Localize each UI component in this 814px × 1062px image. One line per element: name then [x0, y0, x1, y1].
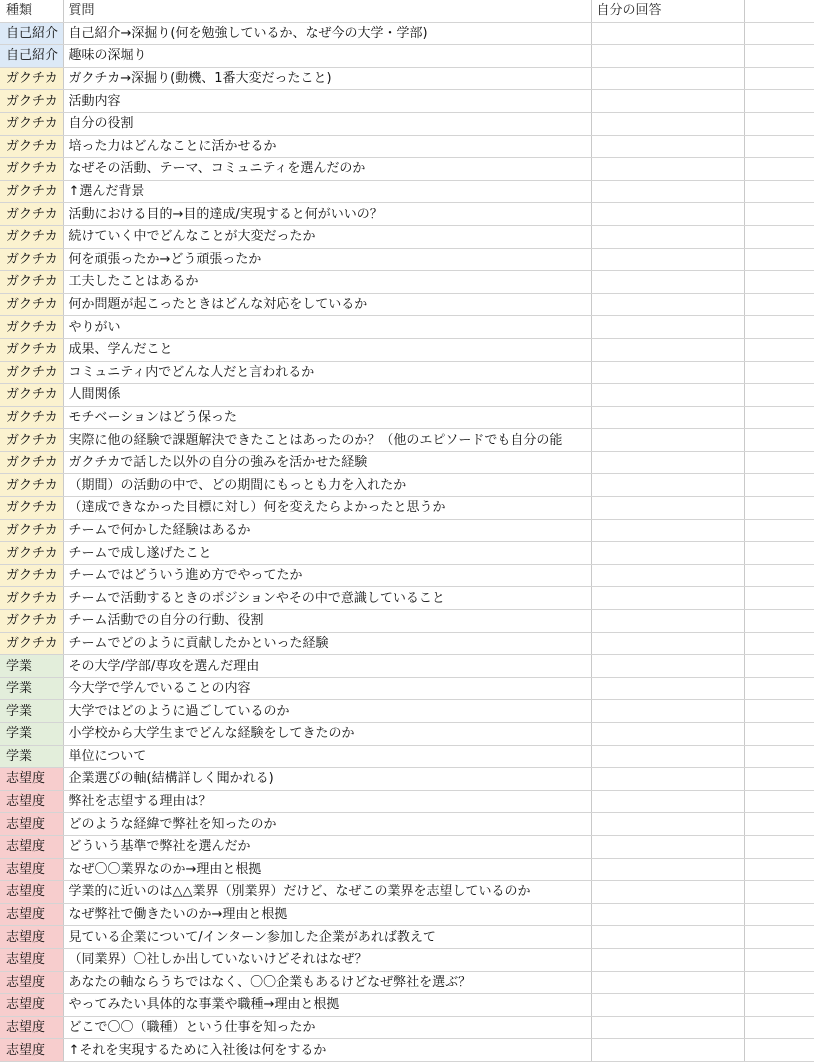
answer-cell[interactable]: [591, 271, 744, 294]
answer-cell[interactable]: [591, 406, 744, 429]
empty-cell[interactable]: [744, 564, 814, 587]
table-row: [0, 271, 814, 294]
empty-cell[interactable]: [744, 384, 814, 407]
table-row: [0, 587, 814, 610]
answer-cell[interactable]: [591, 813, 744, 836]
type-cell[interactable]: ガクチカ: [0, 293, 63, 316]
answer-cell[interactable]: [591, 45, 744, 68]
type-cell[interactable]: 志望度: [0, 768, 63, 791]
table-row: [0, 1016, 814, 1039]
answer-cell[interactable]: [591, 429, 744, 452]
type-cell[interactable]: 志望度: [0, 971, 63, 994]
table-row: [0, 112, 814, 135]
answer-cell[interactable]: [591, 1016, 744, 1039]
table-row: [0, 542, 814, 565]
question-cell[interactable]: 活動における目的→目的達成/実現すると何がいいの？: [63, 203, 591, 226]
table-row: [0, 926, 814, 949]
type-cell[interactable]: ガクチカ: [0, 451, 63, 474]
question-cell[interactable]: やってみたい具体的な事業や職種→理由と根拠: [63, 994, 591, 1017]
type-cell[interactable]: 志望度: [0, 1039, 63, 1062]
question-cell[interactable]: 企業選びの軸(結構詳しく聞かれる): [63, 768, 591, 791]
type-cell[interactable]: 学業: [0, 655, 63, 678]
type-cell[interactable]: ガクチカ: [0, 384, 63, 407]
type-cell[interactable]: ガクチカ: [0, 632, 63, 655]
table-row: [0, 67, 814, 90]
answer-cell[interactable]: [591, 610, 744, 633]
answer-cell[interactable]: [591, 587, 744, 610]
type-cell[interactable]: 学業: [0, 677, 63, 700]
table-row: [0, 677, 814, 700]
table-row: [0, 790, 814, 813]
empty-cell[interactable]: [744, 497, 814, 520]
type-cell[interactable]: 学業: [0, 745, 63, 768]
empty-cell[interactable]: [744, 610, 814, 633]
question-cell[interactable]: 何を頑張ったか→どう頑張ったか: [63, 248, 591, 271]
answer-cell[interactable]: [591, 881, 744, 904]
empty-cell[interactable]: [744, 519, 814, 542]
answer-cell[interactable]: [591, 1039, 744, 1062]
question-cell[interactable]: どういう基準で弊社を選んだか: [63, 835, 591, 858]
type-cell[interactable]: 学業: [0, 723, 63, 746]
empty-cell[interactable]: [744, 881, 814, 904]
table-row: [0, 135, 814, 158]
empty-cell[interactable]: [744, 22, 814, 45]
type-cell[interactable]: ガクチカ: [0, 158, 63, 181]
question-cell[interactable]: （達成できなかった目標に対し）何を変えたらよかったと思うか: [63, 497, 591, 520]
answer-cell[interactable]: [591, 519, 744, 542]
answer-cell[interactable]: [591, 745, 744, 768]
type-cell[interactable]: ガクチカ: [0, 361, 63, 384]
answer-cell[interactable]: [591, 293, 744, 316]
question-cell[interactable]: あなたの軸ならうちではなく、〇〇企業もあるけどなぜ弊社を選ぶ？: [63, 971, 591, 994]
empty-cell[interactable]: [744, 429, 814, 452]
table-row: [0, 903, 814, 926]
answer-cell[interactable]: [591, 203, 744, 226]
question-cell[interactable]: 活動内容: [63, 90, 591, 113]
question-cell[interactable]: 趣味の深堀り: [63, 45, 591, 68]
empty-cell[interactable]: [744, 700, 814, 723]
header-type[interactable]: 種類: [0, 0, 63, 22]
empty-cell[interactable]: [744, 790, 814, 813]
table-row: [0, 768, 814, 791]
empty-cell[interactable]: [744, 813, 814, 836]
table-row: [0, 994, 814, 1017]
empty-cell[interactable]: [744, 361, 814, 384]
table-row: [0, 971, 814, 994]
table-row: [0, 361, 814, 384]
table-row: [0, 248, 814, 271]
empty-cell[interactable]: [744, 994, 814, 1017]
empty-cell[interactable]: [744, 225, 814, 248]
question-cell[interactable]: チームで成し遂げたこと: [63, 542, 591, 565]
empty-cell[interactable]: [744, 903, 814, 926]
question-cell[interactable]: 人間関係: [63, 384, 591, 407]
table-row: [0, 406, 814, 429]
question-cell[interactable]: ↑それを実現するために入社後は何をするか: [63, 1039, 591, 1062]
table-row: [0, 474, 814, 497]
answer-cell[interactable]: [591, 700, 744, 723]
table-row: [0, 384, 814, 407]
answer-cell[interactable]: [591, 316, 744, 339]
table-row: [0, 1039, 814, 1062]
type-cell[interactable]: ガクチカ: [0, 225, 63, 248]
answer-cell[interactable]: [591, 971, 744, 994]
answer-cell[interactable]: [591, 180, 744, 203]
type-cell[interactable]: 志望度: [0, 1016, 63, 1039]
table-row: [0, 90, 814, 113]
table-row: [0, 858, 814, 881]
question-cell[interactable]: どこで〇〇（職種）という仕事を知ったか: [63, 1016, 591, 1039]
table-row: [0, 293, 814, 316]
table-row: [0, 519, 814, 542]
type-cell[interactable]: ガクチカ: [0, 271, 63, 294]
question-cell[interactable]: チームではどういう進め方でやってたか: [63, 564, 591, 587]
table-row: [0, 316, 814, 339]
type-cell[interactable]: 志望度: [0, 881, 63, 904]
type-cell[interactable]: 学業: [0, 700, 63, 723]
empty-cell[interactable]: [744, 67, 814, 90]
empty-cell[interactable]: [744, 768, 814, 791]
answer-cell[interactable]: [591, 632, 744, 655]
question-cell[interactable]: 学業的に近いのは△△業界（別業界）だけど、なぜこの業界を志望しているのか: [63, 881, 591, 904]
type-cell[interactable]: 志望度: [0, 994, 63, 1017]
answer-cell[interactable]: [591, 903, 744, 926]
empty-cell[interactable]: [744, 180, 814, 203]
answer-cell[interactable]: [591, 22, 744, 45]
type-cell[interactable]: 志望度: [0, 835, 63, 858]
type-cell[interactable]: ガクチカ: [0, 67, 63, 90]
question-cell[interactable]: チームで活動するときのポジションやその中で意識していること: [63, 587, 591, 610]
question-cell[interactable]: 見ている企業について/インターン参加した企業があれば教えて: [63, 926, 591, 949]
table-row: [0, 203, 814, 226]
answer-cell[interactable]: [591, 768, 744, 791]
table-row: [0, 497, 814, 520]
empty-cell[interactable]: [744, 406, 814, 429]
table-row: [0, 881, 814, 904]
type-cell[interactable]: ガクチカ: [0, 610, 63, 633]
question-cell[interactable]: 小学校から大学生までどんな経験をしてきたのか: [63, 723, 591, 746]
question-cell[interactable]: 単位について: [63, 745, 591, 768]
header-question[interactable]: 質問: [63, 0, 591, 22]
type-cell[interactable]: ガクチカ: [0, 90, 63, 113]
question-cell[interactable]: 培った力はどんなことに活かせるか: [63, 135, 591, 158]
question-cell[interactable]: チームでどのように貢献したかといった経験: [63, 632, 591, 655]
question-cell[interactable]: ガクチカで話した以外の自分の強みを活かせた経験: [63, 451, 591, 474]
table-row: [0, 180, 814, 203]
empty-cell[interactable]: [744, 926, 814, 949]
empty-cell[interactable]: [744, 248, 814, 271]
type-cell[interactable]: 志望度: [0, 948, 63, 971]
answer-cell[interactable]: [591, 542, 744, 565]
empty-cell[interactable]: [744, 45, 814, 68]
table-row: [0, 655, 814, 678]
answer-cell[interactable]: [591, 474, 744, 497]
answer-cell[interactable]: [591, 225, 744, 248]
answer-cell[interactable]: [591, 655, 744, 678]
table-row: [0, 745, 814, 768]
type-cell[interactable]: ガクチカ: [0, 180, 63, 203]
table-row: [0, 948, 814, 971]
type-cell[interactable]: ガクチカ: [0, 338, 63, 361]
empty-cell[interactable]: [744, 542, 814, 565]
question-cell[interactable]: 自己紹介→深掘り(何を勉強しているか、なぜ今の大学・学部): [63, 22, 591, 45]
answer-cell[interactable]: [591, 948, 744, 971]
answer-cell[interactable]: [591, 384, 744, 407]
type-cell[interactable]: ガクチカ: [0, 587, 63, 610]
answer-cell[interactable]: [591, 677, 744, 700]
question-cell[interactable]: 何か問題が起こったときはどんな対応をしているか: [63, 293, 591, 316]
empty-cell[interactable]: [744, 90, 814, 113]
question-cell[interactable]: （期間）の活動の中で、どの期間にもっとも力を入れたか: [63, 474, 591, 497]
question-cell[interactable]: 成果、学んだこと: [63, 338, 591, 361]
type-cell[interactable]: 志望度: [0, 790, 63, 813]
type-cell[interactable]: 志望度: [0, 858, 63, 881]
answer-cell[interactable]: [591, 451, 744, 474]
answer-cell[interactable]: [591, 858, 744, 881]
empty-cell[interactable]: [744, 655, 814, 678]
empty-cell[interactable]: [744, 948, 814, 971]
table-row: [0, 700, 814, 723]
question-cell[interactable]: やりがい: [63, 316, 591, 339]
empty-cell[interactable]: [744, 316, 814, 339]
type-cell[interactable]: ガクチカ: [0, 542, 63, 565]
empty-cell[interactable]: [744, 158, 814, 181]
type-cell[interactable]: ガクチカ: [0, 564, 63, 587]
question-cell[interactable]: その大学/学部/専攻を選んだ理由: [63, 655, 591, 678]
empty-cell[interactable]: [744, 271, 814, 294]
question-cell[interactable]: 大学ではどのように過ごしているのか: [63, 700, 591, 723]
type-cell[interactable]: 志望度: [0, 903, 63, 926]
question-cell[interactable]: コミュニティ内でどんな人だと言われるか: [63, 361, 591, 384]
question-cell[interactable]: ガクチカ→深掘り(動機、1番大変だったこと): [63, 67, 591, 90]
answer-cell[interactable]: [591, 248, 744, 271]
table-row: [0, 610, 814, 633]
table-row: [0, 451, 814, 474]
answer-cell[interactable]: [591, 361, 744, 384]
question-cell[interactable]: なぜ弊社で働きたいのか→理由と根拠: [63, 903, 591, 926]
empty-cell[interactable]: [744, 112, 814, 135]
type-cell[interactable]: ガクチカ: [0, 406, 63, 429]
empty-cell[interactable]: [744, 338, 814, 361]
type-cell[interactable]: ガクチカ: [0, 203, 63, 226]
answer-cell[interactable]: [591, 135, 744, 158]
answer-cell[interactable]: [591, 723, 744, 746]
table-row: [0, 429, 814, 452]
empty-cell[interactable]: [744, 1039, 814, 1062]
question-cell[interactable]: チーム活動での自分の行動、役割: [63, 610, 591, 633]
type-cell[interactable]: ガクチカ: [0, 135, 63, 158]
answer-cell[interactable]: [591, 338, 744, 361]
type-cell[interactable]: 自己紹介: [0, 22, 63, 45]
empty-cell[interactable]: [744, 971, 814, 994]
answer-cell[interactable]: [591, 835, 744, 858]
question-cell[interactable]: どのような経緯で弊社を知ったのか: [63, 813, 591, 836]
question-cell[interactable]: 実際に他の経験で課題解決できたことはあったのか？（他のエピソードでも自分の能: [63, 429, 591, 452]
question-cell[interactable]: チームで何かした経験はあるか: [63, 519, 591, 542]
question-cell[interactable]: なぜその活動、テーマ、コミュニティを選んだのか: [63, 158, 591, 181]
table-row: [0, 564, 814, 587]
table-row: [0, 158, 814, 181]
answer-cell[interactable]: [591, 158, 744, 181]
question-cell[interactable]: 工夫したことはあるか: [63, 271, 591, 294]
empty-cell[interactable]: [744, 632, 814, 655]
answer-cell[interactable]: [591, 112, 744, 135]
empty-cell[interactable]: [744, 587, 814, 610]
table-row: [0, 45, 814, 68]
empty-cell[interactable]: [744, 677, 814, 700]
header-answer[interactable]: 自分の回答: [591, 0, 744, 22]
type-cell[interactable]: ガクチカ: [0, 497, 63, 520]
table-row: [0, 835, 814, 858]
question-cell[interactable]: 自分の役割: [63, 112, 591, 135]
type-cell[interactable]: ガクチカ: [0, 112, 63, 135]
empty-cell[interactable]: [744, 474, 814, 497]
empty-cell[interactable]: [744, 1016, 814, 1039]
type-cell[interactable]: ガクチカ: [0, 519, 63, 542]
empty-cell[interactable]: [744, 858, 814, 881]
question-cell[interactable]: （同業界）〇社しか出していないけどそれはなぜ？: [63, 948, 591, 971]
type-cell[interactable]: ガクチカ: [0, 474, 63, 497]
table-row: [0, 22, 814, 45]
header-row: [0, 0, 814, 22]
empty-cell[interactable]: [744, 745, 814, 768]
answer-cell[interactable]: [591, 497, 744, 520]
answer-cell[interactable]: [591, 790, 744, 813]
empty-cell[interactable]: [744, 723, 814, 746]
header-empty-cell[interactable]: [744, 0, 814, 22]
answer-cell[interactable]: [591, 926, 744, 949]
answer-cell[interactable]: [591, 67, 744, 90]
question-cell[interactable]: 続けていく中でどんなことが大変だったか: [63, 225, 591, 248]
table-row: [0, 723, 814, 746]
question-cell[interactable]: 弊社を志望する理由は？: [63, 790, 591, 813]
question-cell[interactable]: 今大学で学んでいることの内容: [63, 677, 591, 700]
type-cell[interactable]: ガクチカ: [0, 429, 63, 452]
type-cell[interactable]: 志望度: [0, 813, 63, 836]
empty-cell[interactable]: [744, 135, 814, 158]
type-cell[interactable]: 自己紹介: [0, 45, 63, 68]
answer-cell[interactable]: [591, 994, 744, 1017]
table-row: [0, 225, 814, 248]
question-cell[interactable]: なぜ〇〇業界なのか→理由と根拠: [63, 858, 591, 881]
empty-cell[interactable]: [744, 293, 814, 316]
type-cell[interactable]: ガクチカ: [0, 316, 63, 339]
empty-cell[interactable]: [744, 451, 814, 474]
empty-cell[interactable]: [744, 203, 814, 226]
question-cell[interactable]: ↑選んだ背景: [63, 180, 591, 203]
table-row: [0, 338, 814, 361]
type-cell[interactable]: ガクチカ: [0, 248, 63, 271]
table-row: [0, 632, 814, 655]
type-cell[interactable]: 志望度: [0, 926, 63, 949]
question-cell[interactable]: モチベーションはどう保った: [63, 406, 591, 429]
empty-cell[interactable]: [744, 835, 814, 858]
answer-cell[interactable]: [591, 564, 744, 587]
table-row: [0, 813, 814, 836]
answer-cell[interactable]: [591, 90, 744, 113]
